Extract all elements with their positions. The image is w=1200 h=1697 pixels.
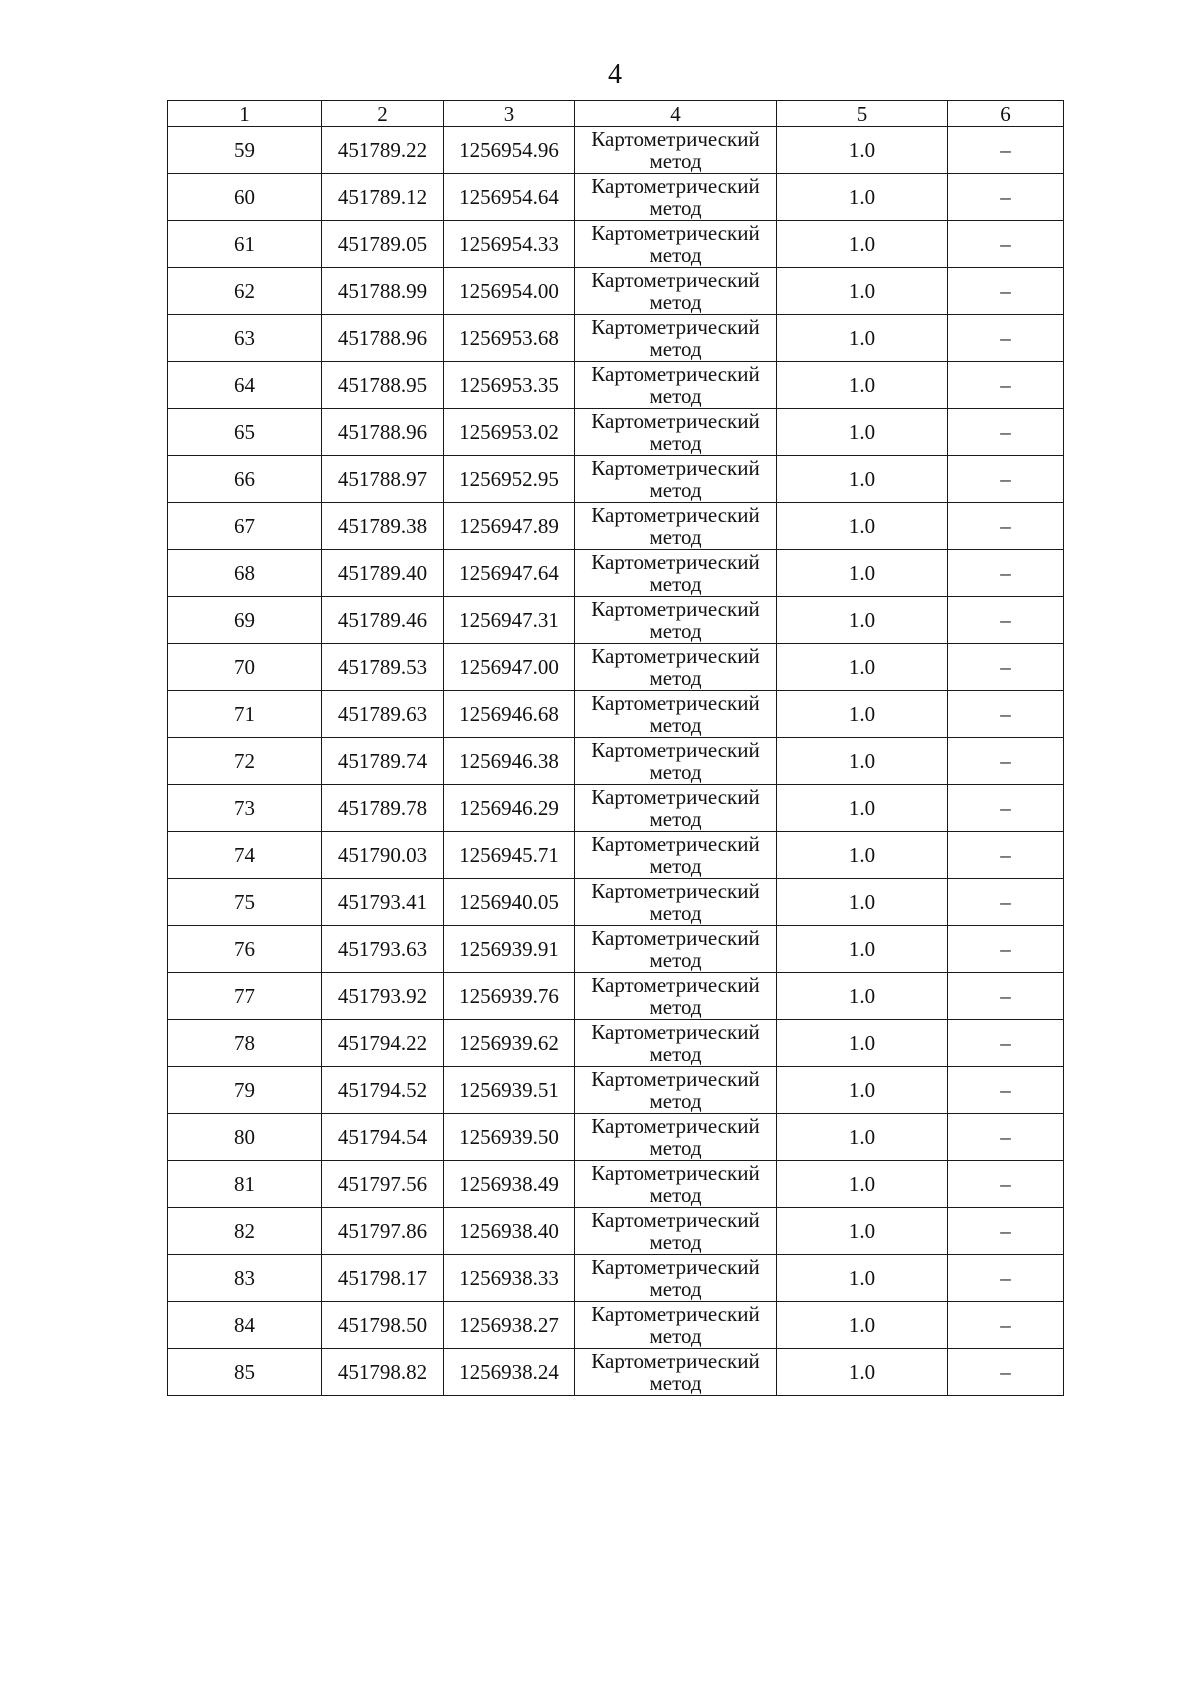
cell-method: Картометрический метод [575, 879, 777, 926]
cell-note: – [948, 127, 1064, 174]
cell-accuracy: 1.0 [777, 1067, 948, 1114]
cell-coordinate-x: 451790.03 [322, 832, 444, 879]
cell-method: Картометрический метод [575, 644, 777, 691]
cell-accuracy: 1.0 [777, 691, 948, 738]
cell-coordinate-y: 1256938.24 [444, 1349, 575, 1396]
cell-coordinate-x: 451789.12 [322, 174, 444, 221]
cell-method: Картометрический метод [575, 315, 777, 362]
table-row [168, 503, 1064, 550]
cell-method: Картометрический метод [575, 926, 777, 973]
cell-point-number: 59 [168, 127, 322, 174]
table-row [168, 832, 1064, 879]
header-col-4: 4 [575, 101, 777, 127]
cell-coordinate-x: 451788.97 [322, 456, 444, 503]
cell-method: Картометрический метод [575, 691, 777, 738]
cell-coordinate-y: 1256946.38 [444, 738, 575, 785]
cell-point-number: 76 [168, 926, 322, 973]
table-row [168, 1067, 1064, 1114]
cell-coordinate-x: 451798.17 [322, 1255, 444, 1302]
table-row [168, 174, 1064, 221]
cell-coordinate-x: 451788.95 [322, 362, 444, 409]
cell-coordinate-y: 1256938.49 [444, 1161, 575, 1208]
cell-point-number: 72 [168, 738, 322, 785]
cell-point-number: 81 [168, 1161, 322, 1208]
cell-accuracy: 1.0 [777, 879, 948, 926]
cell-method: Картометрический метод [575, 832, 777, 879]
cell-coordinate-x: 451789.05 [322, 221, 444, 268]
cell-method: Картометрический метод [575, 1114, 777, 1161]
cell-coordinate-x: 451788.96 [322, 409, 444, 456]
cell-accuracy: 1.0 [777, 362, 948, 409]
cell-accuracy: 1.0 [777, 1020, 948, 1067]
cell-coordinate-x: 451794.52 [322, 1067, 444, 1114]
cell-coordinate-y: 1256939.91 [444, 926, 575, 973]
cell-coordinate-y: 1256939.50 [444, 1114, 575, 1161]
cell-coordinate-y: 1256938.27 [444, 1302, 575, 1349]
cell-note: – [948, 1020, 1064, 1067]
cell-point-number: 74 [168, 832, 322, 879]
cell-coordinate-y: 1256954.00 [444, 268, 575, 315]
cell-coordinate-y: 1256954.96 [444, 127, 575, 174]
cell-note: – [948, 738, 1064, 785]
cell-accuracy: 1.0 [777, 409, 948, 456]
cell-coordinate-y: 1256945.71 [444, 832, 575, 879]
cell-note: – [948, 409, 1064, 456]
cell-accuracy: 1.0 [777, 503, 948, 550]
table-row [168, 597, 1064, 644]
table-row [168, 1208, 1064, 1255]
cell-note: – [948, 691, 1064, 738]
cell-note: – [948, 1208, 1064, 1255]
table-row [168, 926, 1064, 973]
cell-method: Картометрический метод [575, 1255, 777, 1302]
table-row [168, 879, 1064, 926]
cell-note: – [948, 926, 1064, 973]
header-col-6: 6 [948, 101, 1064, 127]
cell-method: Картометрический метод [575, 503, 777, 550]
cell-point-number: 82 [168, 1208, 322, 1255]
header-col-3: 3 [444, 101, 575, 127]
table-row [168, 973, 1064, 1020]
header-col-5: 5 [777, 101, 948, 127]
cell-point-number: 68 [168, 550, 322, 597]
cell-point-number: 65 [168, 409, 322, 456]
cell-point-number: 85 [168, 1349, 322, 1396]
cell-point-number: 62 [168, 268, 322, 315]
cell-point-number: 73 [168, 785, 322, 832]
cell-accuracy: 1.0 [777, 644, 948, 691]
cell-accuracy: 1.0 [777, 785, 948, 832]
cell-coordinate-y: 1256940.05 [444, 879, 575, 926]
cell-coordinate-x: 451794.54 [322, 1114, 444, 1161]
cell-coordinate-x: 451797.56 [322, 1161, 444, 1208]
cell-note: – [948, 503, 1064, 550]
cell-accuracy: 1.0 [777, 550, 948, 597]
cell-coordinate-x: 451789.74 [322, 738, 444, 785]
table-row [168, 221, 1064, 268]
header-col-2: 2 [322, 101, 444, 127]
cell-note: – [948, 879, 1064, 926]
cell-accuracy: 1.0 [777, 926, 948, 973]
cell-method: Картометрический метод [575, 738, 777, 785]
cell-method: Картометрический метод [575, 221, 777, 268]
cell-coordinate-x: 451789.63 [322, 691, 444, 738]
cell-coordinate-x: 451789.40 [322, 550, 444, 597]
cell-coordinate-x: 451798.50 [322, 1302, 444, 1349]
cell-accuracy: 1.0 [777, 832, 948, 879]
cell-note: – [948, 268, 1064, 315]
coordinates-table [167, 100, 1064, 1396]
table-row [168, 644, 1064, 691]
cell-coordinate-x: 451788.99 [322, 268, 444, 315]
cell-accuracy: 1.0 [777, 174, 948, 221]
cell-note: – [948, 1114, 1064, 1161]
cell-coordinate-x: 451789.53 [322, 644, 444, 691]
cell-coordinate-x: 451797.86 [322, 1208, 444, 1255]
table-row [168, 691, 1064, 738]
table-row [168, 550, 1064, 597]
cell-accuracy: 1.0 [777, 1208, 948, 1255]
cell-note: – [948, 362, 1064, 409]
cell-coordinate-y: 1256947.64 [444, 550, 575, 597]
header-row [168, 101, 1064, 127]
cell-coordinate-y: 1256938.33 [444, 1255, 575, 1302]
cell-accuracy: 1.0 [777, 973, 948, 1020]
header-col-1: 1 [168, 101, 322, 127]
cell-point-number: 60 [168, 174, 322, 221]
cell-coordinate-x: 451793.92 [322, 973, 444, 1020]
cell-method: Картометрический метод [575, 973, 777, 1020]
cell-accuracy: 1.0 [777, 1114, 948, 1161]
cell-coordinate-y: 1256953.68 [444, 315, 575, 362]
cell-note: – [948, 1349, 1064, 1396]
cell-coordinate-y: 1256947.00 [444, 644, 575, 691]
table-row [168, 1161, 1064, 1208]
cell-accuracy: 1.0 [777, 738, 948, 785]
cell-coordinate-y: 1256946.29 [444, 785, 575, 832]
table-header [168, 101, 1064, 127]
cell-coordinate-y: 1256954.33 [444, 221, 575, 268]
cell-note: – [948, 973, 1064, 1020]
cell-coordinate-y: 1256939.76 [444, 973, 575, 1020]
cell-method: Картометрический метод [575, 362, 777, 409]
cell-coordinate-y: 1256952.95 [444, 456, 575, 503]
cell-coordinate-x: 451794.22 [322, 1020, 444, 1067]
cell-point-number: 75 [168, 879, 322, 926]
cell-note: – [948, 597, 1064, 644]
table-row [168, 1020, 1064, 1067]
cell-method: Картометрический метод [575, 1349, 777, 1396]
cell-accuracy: 1.0 [777, 1161, 948, 1208]
cell-accuracy: 1.0 [777, 1349, 948, 1396]
cell-method: Картометрический метод [575, 1302, 777, 1349]
cell-method: Картометрический метод [575, 174, 777, 221]
cell-accuracy: 1.0 [777, 1255, 948, 1302]
cell-accuracy: 1.0 [777, 456, 948, 503]
page-number: 4 [608, 59, 622, 90]
cell-note: – [948, 644, 1064, 691]
cell-point-number: 77 [168, 973, 322, 1020]
cell-accuracy: 1.0 [777, 221, 948, 268]
cell-coordinate-x: 451793.63 [322, 926, 444, 973]
cell-accuracy: 1.0 [777, 127, 948, 174]
table-row [168, 1114, 1064, 1161]
table-row [168, 1349, 1064, 1396]
cell-note: – [948, 315, 1064, 362]
cell-method: Картометрический метод [575, 785, 777, 832]
cell-note: – [948, 456, 1064, 503]
cell-coordinate-y: 1256938.40 [444, 1208, 575, 1255]
cell-point-number: 66 [168, 456, 322, 503]
cell-method: Картометрический метод [575, 127, 777, 174]
cell-point-number: 71 [168, 691, 322, 738]
cell-point-number: 78 [168, 1020, 322, 1067]
cell-note: – [948, 1067, 1064, 1114]
cell-note: – [948, 1161, 1064, 1208]
cell-note: – [948, 1255, 1064, 1302]
cell-coordinate-y: 1256953.35 [444, 362, 575, 409]
cell-method: Картометрический метод [575, 1208, 777, 1255]
cell-point-number: 67 [168, 503, 322, 550]
table-row [168, 738, 1064, 785]
cell-method: Картометрический метод [575, 550, 777, 597]
cell-coordinate-y: 1256946.68 [444, 691, 575, 738]
table-body [168, 127, 1064, 1396]
table-row [168, 1302, 1064, 1349]
cell-point-number: 70 [168, 644, 322, 691]
cell-note: – [948, 174, 1064, 221]
cell-method: Картометрический метод [575, 597, 777, 644]
cell-coordinate-x: 451793.41 [322, 879, 444, 926]
table-row [168, 362, 1064, 409]
table-row [168, 785, 1064, 832]
table-row [168, 456, 1064, 503]
cell-point-number: 63 [168, 315, 322, 362]
cell-point-number: 69 [168, 597, 322, 644]
cell-point-number: 61 [168, 221, 322, 268]
cell-method: Картометрический метод [575, 456, 777, 503]
cell-coordinate-y: 1256954.64 [444, 174, 575, 221]
cell-coordinate-x: 451798.82 [322, 1349, 444, 1396]
cell-point-number: 83 [168, 1255, 322, 1302]
cell-coordinate-y: 1256939.62 [444, 1020, 575, 1067]
table-row [168, 315, 1064, 362]
cell-coordinate-x: 451789.22 [322, 127, 444, 174]
cell-coordinate-x: 451788.96 [322, 315, 444, 362]
cell-method: Картометрический метод [575, 1161, 777, 1208]
cell-coordinate-y: 1256947.89 [444, 503, 575, 550]
cell-note: – [948, 832, 1064, 879]
cell-note: – [948, 1302, 1064, 1349]
table-row [168, 1255, 1064, 1302]
table-row [168, 409, 1064, 456]
cell-note: – [948, 785, 1064, 832]
table-row [168, 127, 1064, 174]
cell-accuracy: 1.0 [777, 597, 948, 644]
cell-point-number: 84 [168, 1302, 322, 1349]
cell-point-number: 80 [168, 1114, 322, 1161]
table-row [168, 268, 1064, 315]
cell-method: Картометрический метод [575, 268, 777, 315]
cell-point-number: 79 [168, 1067, 322, 1114]
cell-coordinate-y: 1256939.51 [444, 1067, 575, 1114]
cell-point-number: 64 [168, 362, 322, 409]
cell-method: Картометрический метод [575, 409, 777, 456]
cell-note: – [948, 550, 1064, 597]
cell-note: – [948, 221, 1064, 268]
cell-coordinate-x: 451789.78 [322, 785, 444, 832]
cell-accuracy: 1.0 [777, 315, 948, 362]
cell-method: Картометрический метод [575, 1067, 777, 1114]
cell-coordinate-y: 1256947.31 [444, 597, 575, 644]
cell-coordinate-x: 451789.38 [322, 503, 444, 550]
cell-coordinate-y: 1256953.02 [444, 409, 575, 456]
cell-accuracy: 1.0 [777, 1302, 948, 1349]
cell-coordinate-x: 451789.46 [322, 597, 444, 644]
cell-method: Картометрический метод [575, 1020, 777, 1067]
cell-accuracy: 1.0 [777, 268, 948, 315]
